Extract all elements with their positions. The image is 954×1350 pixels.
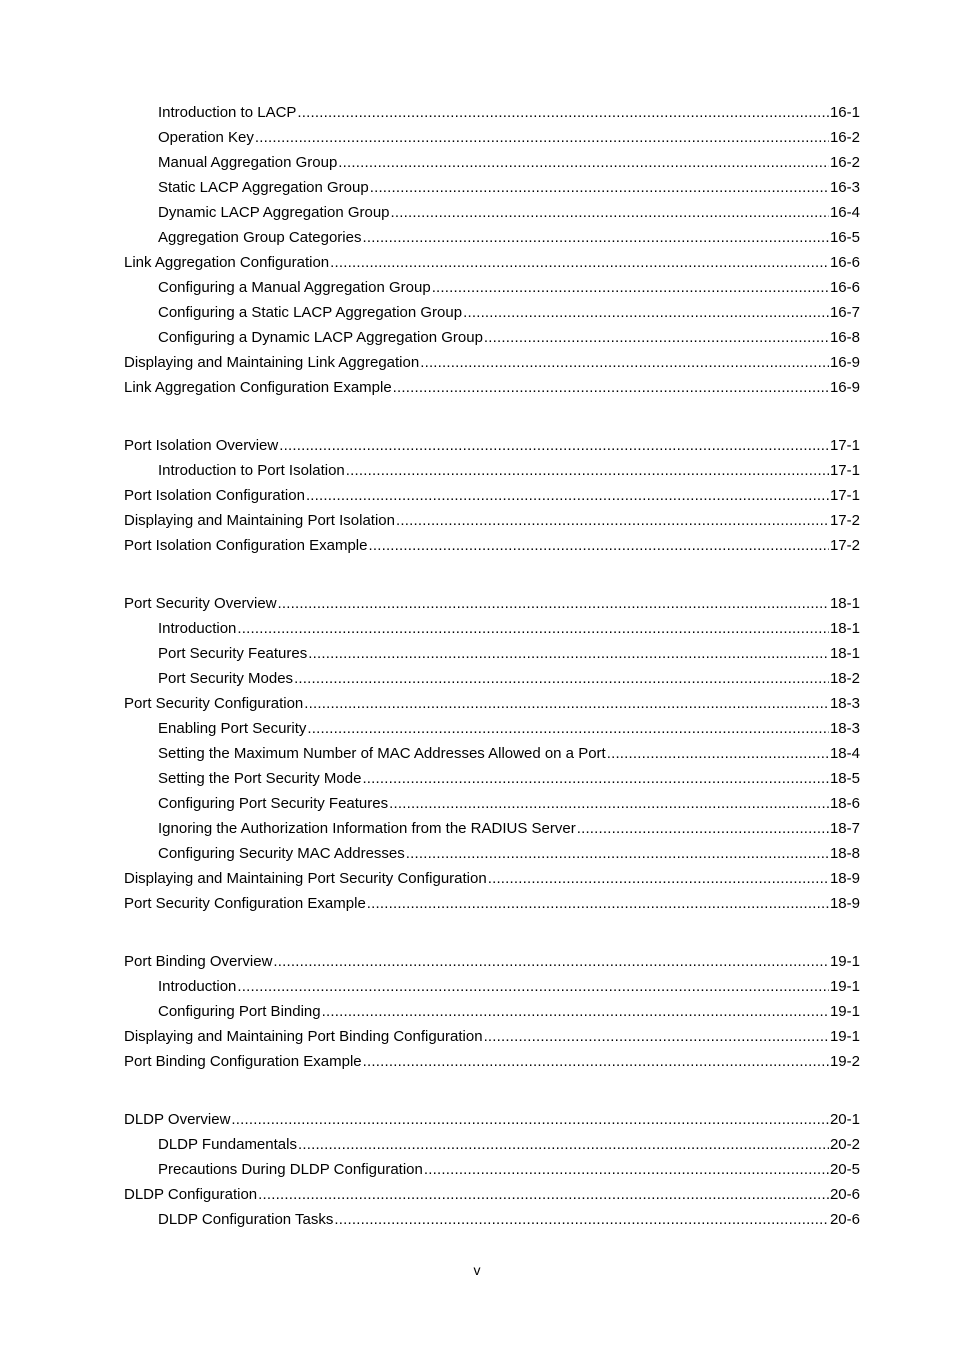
- toc-entry-page: 20-5: [829, 1161, 860, 1178]
- toc-dot-leader: [307, 716, 829, 741]
- table-of-contents: [124, 100, 860, 1265]
- toc-entry-page: 18-2: [829, 670, 860, 687]
- toc-entry-title: Configuring a Manual Aggregation Group: [158, 279, 431, 296]
- toc-entry-title: Introduction: [158, 620, 237, 637]
- toc-dot-leader: [370, 175, 829, 200]
- toc-entry[interactable]: [124, 458, 860, 483]
- toc-entry[interactable]: [124, 949, 860, 974]
- toc-entry-title: Operation Key: [158, 129, 254, 146]
- toc-entry-title: Configuring Port Security Features: [158, 795, 389, 812]
- toc-entry-title: Introduction to Port Isolation: [158, 462, 345, 479]
- toc-entry[interactable]: [124, 866, 860, 891]
- toc-section: [124, 433, 860, 558]
- toc-entry-page: 16-4: [829, 204, 860, 221]
- toc-entry-title: Displaying and Maintaining Port Binding Configuration: [124, 1028, 483, 1045]
- toc-entry-title: Enabling Port Security: [158, 720, 307, 737]
- toc-entry-page: 19-1: [829, 953, 860, 970]
- toc-entry[interactable]: [124, 1207, 860, 1232]
- toc-entry[interactable]: [124, 666, 860, 691]
- toc-dot-leader: [420, 350, 829, 375]
- toc-entry-page: 20-6: [829, 1186, 860, 1203]
- toc-entry-title: Dynamic LACP Aggregation Group: [158, 204, 390, 221]
- toc-entry[interactable]: [124, 300, 860, 325]
- toc-entry-title: Setting the Port Security Mode: [158, 770, 362, 787]
- toc-entry[interactable]: [124, 616, 860, 641]
- toc-entry[interactable]: [124, 433, 860, 458]
- toc-entry[interactable]: [124, 200, 860, 225]
- toc-entry[interactable]: [124, 483, 860, 508]
- toc-entry-page: 20-6: [829, 1211, 860, 1228]
- toc-dot-leader: [278, 591, 829, 616]
- toc-entry-title: DLDP Overview: [124, 1111, 231, 1128]
- toc-dot-leader: [297, 100, 829, 125]
- toc-dot-leader: [255, 125, 829, 150]
- toc-dot-leader: [488, 866, 829, 891]
- toc-dot-leader: [306, 483, 829, 508]
- toc-entry-title: Displaying and Maintaining Port Security Configuration: [124, 870, 487, 887]
- toc-entry[interactable]: [124, 375, 860, 400]
- toc-dot-leader: [231, 1107, 829, 1132]
- toc-dot-leader: [308, 641, 829, 666]
- toc-entry-page: 16-3: [829, 179, 860, 196]
- toc-dot-leader: [484, 325, 829, 350]
- toc-dot-leader: [406, 841, 829, 866]
- toc-dot-leader: [304, 691, 829, 716]
- toc-dot-leader: [424, 1157, 829, 1182]
- toc-entry-title: Displaying and Maintaining Port Isolation: [124, 512, 395, 529]
- toc-entry[interactable]: [124, 741, 860, 766]
- toc-section: [124, 1107, 860, 1232]
- toc-entry[interactable]: [124, 1157, 860, 1182]
- toc-entry-title: Configuring a Dynamic LACP Aggregation Group: [158, 329, 483, 346]
- toc-entry-page: 16-6: [829, 254, 860, 271]
- toc-entry[interactable]: [124, 791, 860, 816]
- toc-entry-title: Ignoring the Authorization Information from the RADIUS Server: [158, 820, 576, 837]
- toc-entry[interactable]: [124, 974, 860, 999]
- toc-dot-leader: [389, 791, 829, 816]
- toc-entry-title: Port Isolation Overview: [124, 437, 279, 454]
- toc-entry[interactable]: [124, 250, 860, 275]
- toc-section: [124, 591, 860, 916]
- toc-entry-page: 17-1: [829, 462, 860, 479]
- toc-entry-title: Port Security Overview: [124, 595, 277, 612]
- toc-entry[interactable]: [124, 641, 860, 666]
- toc-entry-title: Manual Aggregation Group: [158, 154, 338, 171]
- toc-dot-leader: [577, 816, 829, 841]
- toc-entry-page: 20-2: [829, 1136, 860, 1153]
- toc-dot-leader: [607, 741, 829, 766]
- toc-entry-title: Link Aggregation Configuration Example: [124, 379, 392, 396]
- toc-entry[interactable]: [124, 816, 860, 841]
- toc-entry-title: Port Security Configuration Example: [124, 895, 366, 912]
- toc-dot-leader: [330, 250, 829, 275]
- toc-entry-title: Port Isolation Configuration Example: [124, 537, 368, 554]
- toc-entry[interactable]: [124, 1024, 860, 1049]
- toc-dot-leader: [273, 949, 829, 974]
- toc-entry-page: 18-1: [829, 620, 860, 637]
- toc-dot-leader: [294, 666, 829, 691]
- toc-dot-leader: [362, 225, 829, 250]
- toc-entry-page: 16-1: [829, 104, 860, 121]
- toc-entry-title: Port Binding Configuration Example: [124, 1053, 362, 1070]
- toc-entry-page: 17-2: [829, 512, 860, 529]
- toc-entry-title: DLDP Configuration: [124, 1186, 258, 1203]
- toc-dot-leader: [432, 275, 829, 300]
- toc-dot-leader: [363, 1049, 829, 1074]
- toc-entry[interactable]: [124, 275, 860, 300]
- page-number: v: [473, 1262, 481, 1278]
- toc-entry-page: 16-5: [829, 229, 860, 246]
- toc-entry-page: 16-8: [829, 329, 860, 346]
- toc-entry-title: Setting the Maximum Number of MAC Addresses Allowed on a Port: [158, 745, 606, 762]
- toc-entry[interactable]: [124, 999, 860, 1024]
- toc-dot-leader: [322, 999, 829, 1024]
- toc-entry[interactable]: [124, 716, 860, 741]
- toc-entry[interactable]: [124, 1132, 860, 1157]
- toc-entry-page: 18-8: [829, 845, 860, 862]
- toc-entry-page: 19-1: [829, 1003, 860, 1020]
- toc-entry[interactable]: [124, 508, 860, 533]
- toc-entry-title: Port Isolation Configuration: [124, 487, 305, 504]
- toc-entry[interactable]: [124, 100, 860, 125]
- toc-entry-title: Introduction to LACP: [158, 104, 297, 121]
- toc-dot-leader: [279, 433, 829, 458]
- toc-dot-leader: [338, 150, 829, 175]
- toc-entry[interactable]: [124, 1049, 860, 1074]
- toc-dot-leader: [393, 375, 829, 400]
- toc-entry-title: Introduction: [158, 978, 237, 995]
- toc-section: [124, 949, 860, 1074]
- toc-entry[interactable]: [124, 1107, 860, 1132]
- toc-entry-title: Port Security Configuration: [124, 695, 304, 712]
- toc-entry-page: 18-9: [829, 870, 860, 887]
- toc-entry-title: DLDP Configuration Tasks: [158, 1211, 334, 1228]
- toc-entry-title: Configuring Security MAC Addresses: [158, 845, 405, 862]
- toc-entry-page: 18-3: [829, 695, 860, 712]
- toc-entry-page: 18-1: [829, 595, 860, 612]
- toc-entry-title: Aggregation Group Categories: [158, 229, 362, 246]
- toc-entry-page: 20-1: [829, 1111, 860, 1128]
- toc-dot-leader: [346, 458, 829, 483]
- toc-entry-title: Port Binding Overview: [124, 953, 273, 970]
- toc-entry-page: 16-6: [829, 279, 860, 296]
- toc-entry[interactable]: [124, 325, 860, 350]
- toc-entry-title: Displaying and Maintaining Link Aggregation: [124, 354, 420, 371]
- toc-entry-page: 19-1: [829, 1028, 860, 1045]
- toc-entry-title: DLDP Fundamentals: [158, 1136, 297, 1153]
- toc-dot-leader: [368, 533, 829, 558]
- toc-dot-leader: [362, 766, 829, 791]
- toc-entry[interactable]: [124, 150, 860, 175]
- toc-entry[interactable]: [124, 175, 860, 200]
- toc-entry[interactable]: [124, 591, 860, 616]
- toc-entry[interactable]: [124, 1182, 860, 1207]
- toc-entry[interactable]: [124, 841, 860, 866]
- toc-entry-page: 16-7: [829, 304, 860, 321]
- toc-entry-title: Static LACP Aggregation Group: [158, 179, 369, 196]
- toc-entry-page: 19-2: [829, 1053, 860, 1070]
- toc-entry-page: 17-1: [829, 487, 860, 504]
- toc-entry-title: Link Aggregation Configuration: [124, 254, 330, 271]
- toc-entry[interactable]: [124, 350, 860, 375]
- toc-entry[interactable]: [124, 533, 860, 558]
- toc-entry-title: Configuring a Static LACP Aggregation Group: [158, 304, 463, 321]
- toc-section: [124, 100, 860, 400]
- toc-entry-title: Precautions During DLDP Configuration: [158, 1161, 423, 1178]
- toc-dot-leader: [391, 200, 829, 225]
- toc-entry-title: Configuring Port Binding: [158, 1003, 321, 1020]
- toc-entry-title: Port Security Modes: [158, 670, 294, 687]
- toc-entry-page: 18-5: [829, 770, 860, 787]
- toc-entry-page: 16-2: [829, 154, 860, 171]
- toc-entry-page: 16-9: [829, 379, 860, 396]
- toc-entry-title: Port Security Features: [158, 645, 308, 662]
- toc-entry-page: 18-1: [829, 645, 860, 662]
- toc-dot-leader: [237, 974, 829, 999]
- toc-entry[interactable]: [124, 766, 860, 791]
- toc-dot-leader: [298, 1132, 829, 1157]
- toc-entry-page: 17-1: [829, 437, 860, 454]
- toc-entry-page: 18-6: [829, 795, 860, 812]
- toc-dot-leader: [396, 508, 829, 533]
- toc-dot-leader: [334, 1207, 829, 1232]
- toc-entry-page: 18-4: [829, 745, 860, 762]
- toc-dot-leader: [367, 891, 829, 916]
- toc-entry-page: 17-2: [829, 537, 860, 554]
- toc-entry-page: 16-9: [829, 354, 860, 371]
- toc-entry-page: 18-7: [829, 820, 860, 837]
- toc-entry[interactable]: [124, 891, 860, 916]
- toc-entry-page: 18-3: [829, 720, 860, 737]
- toc-dot-leader: [237, 616, 829, 641]
- toc-entry[interactable]: [124, 125, 860, 150]
- toc-entry-page: 16-2: [829, 129, 860, 146]
- toc-entry[interactable]: [124, 225, 860, 250]
- toc-dot-leader: [258, 1182, 829, 1207]
- toc-entry-page: 18-9: [829, 895, 860, 912]
- toc-dot-leader: [463, 300, 829, 325]
- toc-entry[interactable]: [124, 691, 860, 716]
- toc-entry-page: 19-1: [829, 978, 860, 995]
- toc-dot-leader: [484, 1024, 829, 1049]
